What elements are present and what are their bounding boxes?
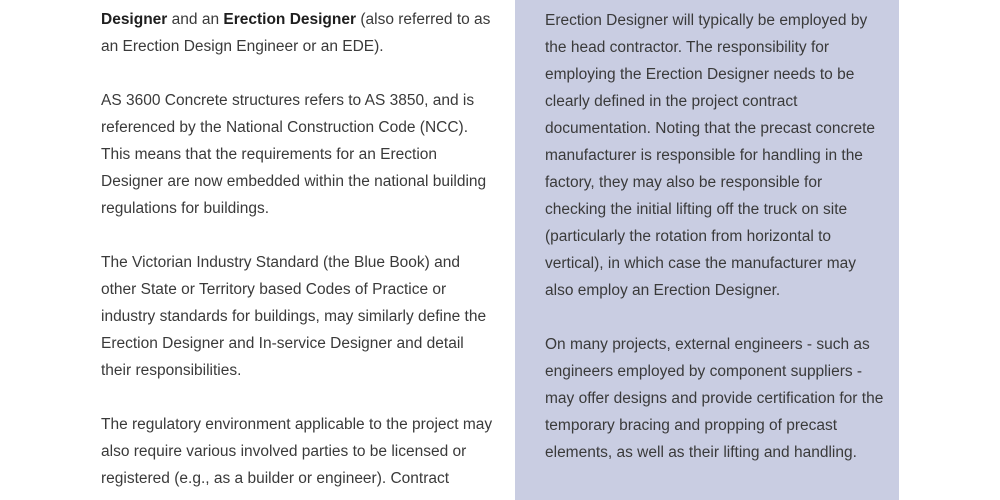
bold-term-designer: Designer [101, 11, 168, 28]
highlight-panel [515, 0, 899, 500]
left-column [101, 6, 493, 492]
paragraph-victorian-standard: The Victorian Industry Standard (the Blue Book) and other State or Territory based Codes of Practice or industry standards for buildings, may similarly define the Erection Designer and In-service Designer and detail their responsibilities. [101, 254, 487, 379]
paragraph-regulatory-environment: The regulatory environment applicable to the project may also require various involved parties to be licensed or registered (e.g., as a builder or engineer). Contract [101, 416, 493, 487]
intro-text-rest: (also referred to as an Erection Design Engineer or an EDE). [101, 11, 491, 55]
intro-paragraph [101, 6, 493, 60]
bold-term-erection-designer: Erection Designer [223, 11, 357, 28]
paragraph-head-contractor: Erection Designer will typically be employed by the head contractor. The responsibility for employing the Erection Designer needs to be clearly defined in the project contract documentation. Noting that the precast concrete manufacturer is responsible for handling in the factory, they may also be responsible for checking the initial lifting off the truck on site (particularly the rotation from horizontal to vertical), in which case the manufacturer may also employ an Erection Designer. [545, 12, 876, 299]
highlight-panel-content [545, 7, 885, 466]
intro-text-mid: and an [167, 11, 224, 28]
paragraph-as3600: AS 3600 Concrete structures refers to AS 3850, and is referenced by the National Construction Code (NCC). This means that the requirements for an Erection Designer are now embedded within the national building regulations for buildings. [101, 92, 487, 217]
paragraph-external-engineers: On many projects, external engineers - such as engineers employed by component suppliers - may offer designs and provide certification for the temporary bracing and propping of precast elements, as well as their lifting and handling. [545, 336, 884, 461]
